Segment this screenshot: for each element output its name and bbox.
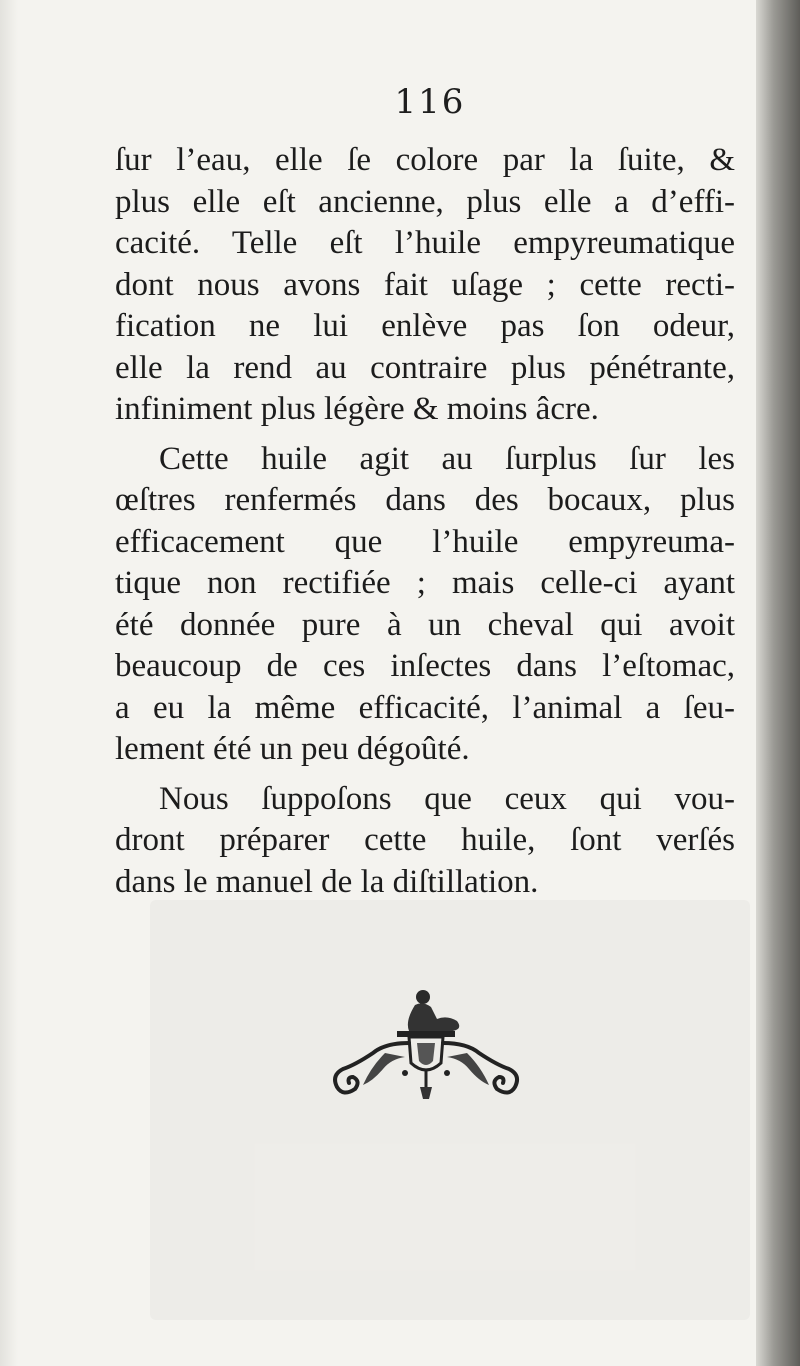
body-text: [115, 140, 735, 903]
text-line: été donnée pure à un cheval qui avoit: [115, 606, 735, 643]
page-left-shadow: [0, 0, 18, 1366]
text-line: efficacement que l’huile empyreuma-: [115, 523, 735, 560]
text-line: tique non rectifiée ; mais celle-ci ayant: [115, 565, 735, 601]
paragraph-gap: [115, 431, 735, 439]
text-line: lement été un peu dégoûté.: [115, 731, 470, 767]
tailpiece-ornament-icon: [325, 985, 525, 1105]
paragraph-2: [115, 439, 735, 771]
text-line: a eu la même efficacité, l’animal a ſeu-: [115, 689, 735, 726]
text-line: dans le manuel de la diſtillation.: [115, 863, 539, 900]
paragraph-gap: [115, 771, 735, 779]
paragraph-3: [115, 779, 735, 904]
text-line: beaucoup de ces inſectes dans l’eſtomac,: [115, 648, 735, 684]
text-line: fication ne lui enlève pas ſon odeur,: [115, 308, 735, 344]
text-line: dont nous avons fait uſage ; cette recti-: [115, 266, 735, 303]
page-edge-shadow: [756, 0, 800, 1366]
text-line: elle la rend au contraire plus pénétrante,: [115, 349, 735, 386]
text-line: infiniment plus légère & moins âcre.: [115, 391, 599, 427]
text-line: dront préparer cette huile, ſont verſés: [115, 822, 735, 858]
page-number: 116: [394, 82, 466, 122]
paragraph-1: [115, 140, 735, 431]
text-line: œſtres renfermés dans des bocaux, plus: [115, 482, 735, 518]
text-line: cacité. Telle eſt l’huile empyreumatique: [115, 225, 735, 261]
text-line: plus elle eſt ancienne, plus elle a d’effi-: [115, 183, 735, 220]
show-through-bleed: [150, 900, 750, 1320]
text-line: Nous ſuppoſons que ceux qui vou-: [159, 780, 735, 817]
text-line: Cette huile agit au ſurplus ſur les: [159, 440, 735, 477]
text-line: ſur l’eau, elle ſe colore par la ſuite, &: [115, 142, 735, 178]
